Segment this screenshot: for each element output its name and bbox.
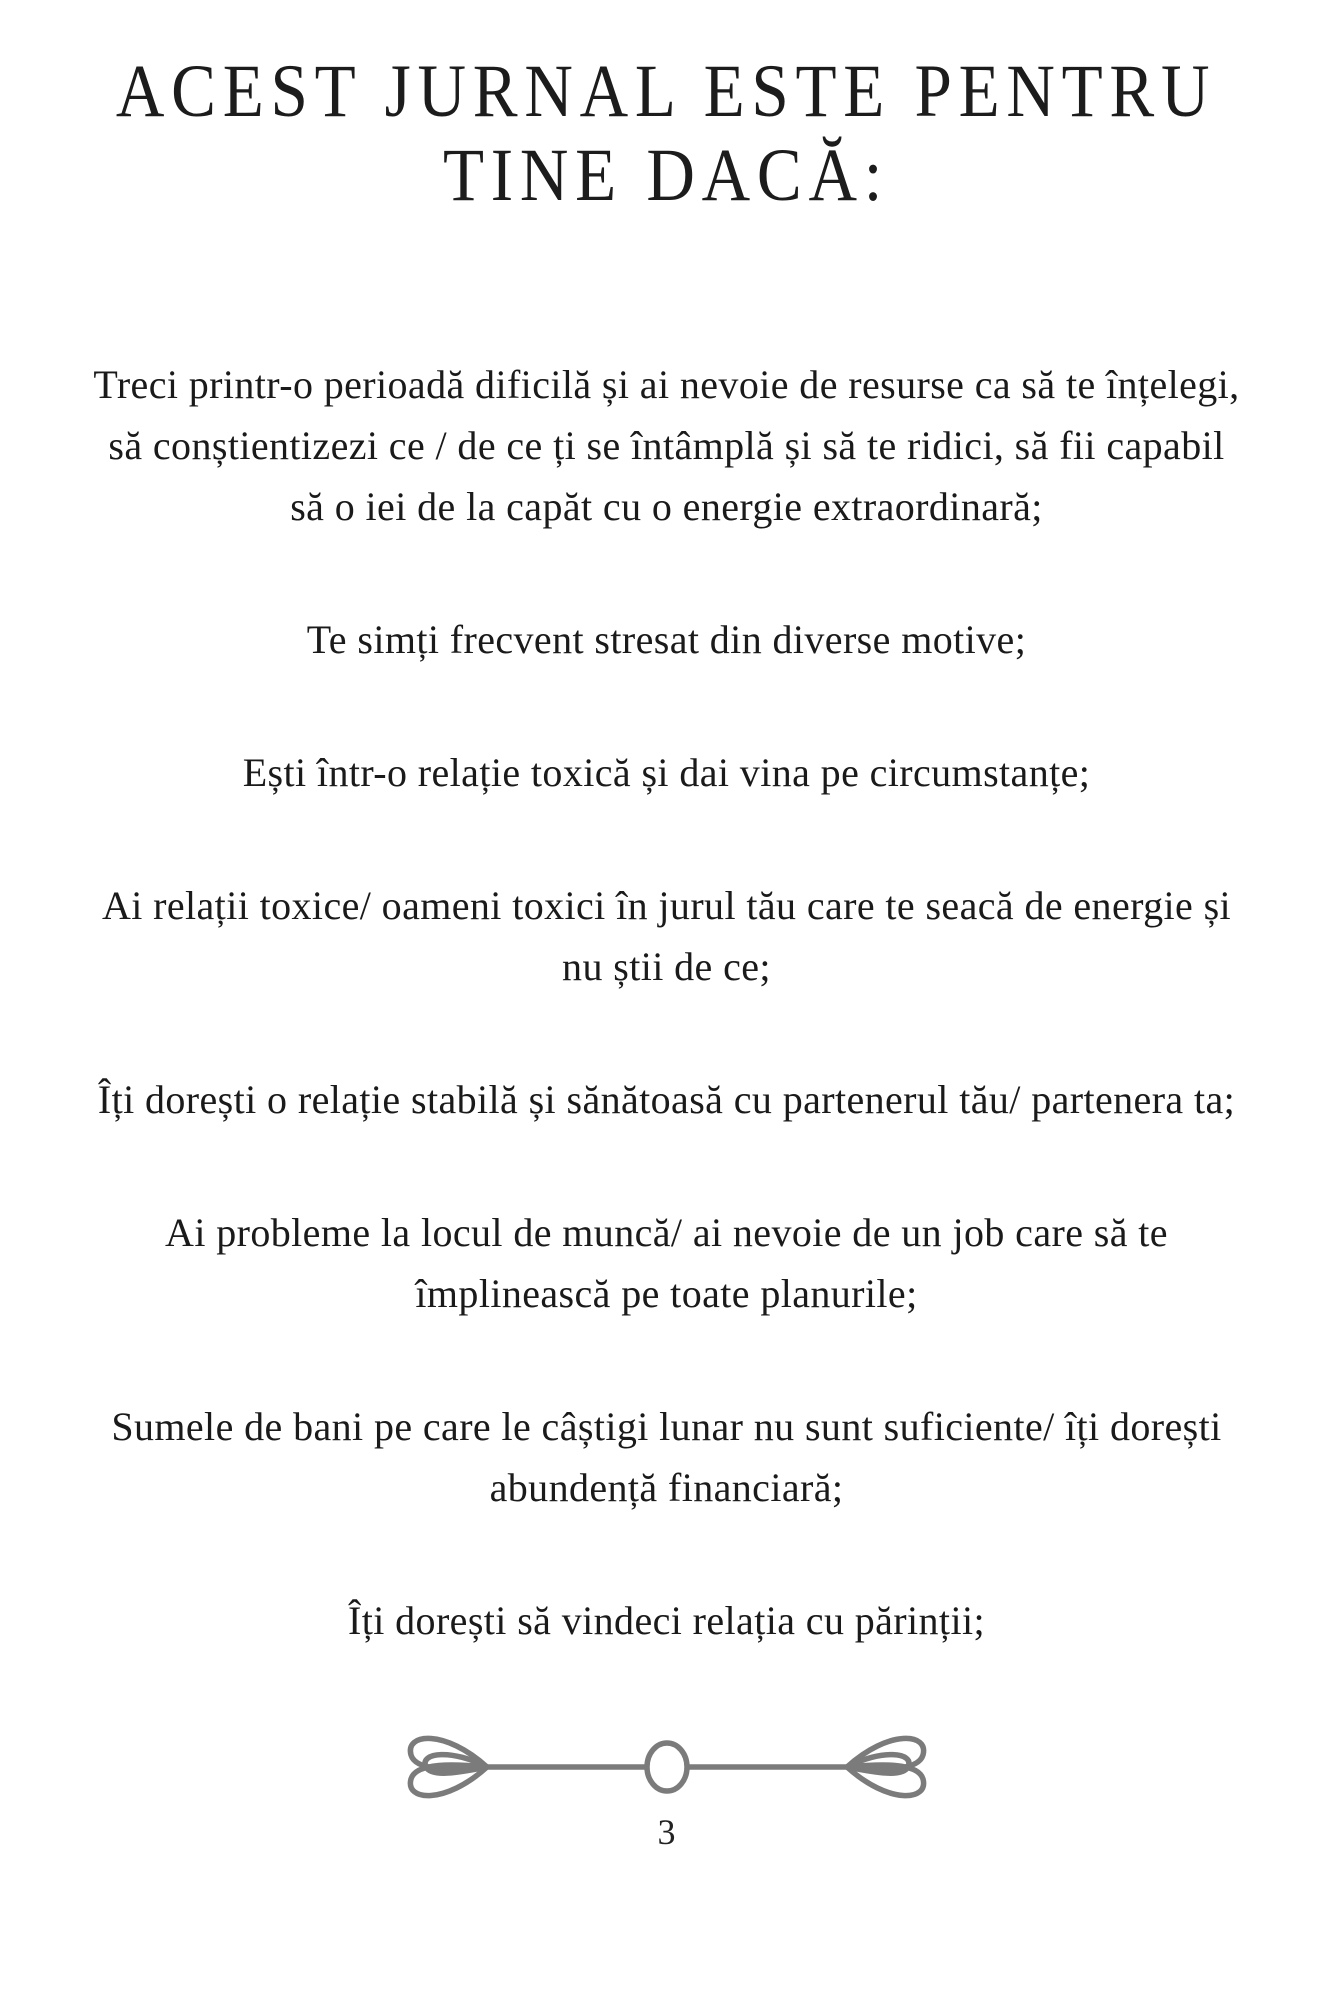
page-title: [116, 50, 1216, 218]
intro-paragraph-list: [87, 354, 1247, 1651]
paragraph: Treci printr-o perioadă dificilă și ai nevoie de resurse ca să te înțelegi, să conștientizezi ce / de ce ți se întâmplă și să te ridici, să fii capabil să o iei de la capăt cu o energie extraordinară;: [93, 362, 1240, 529]
paragraph: Îți dorești o relație stabilă și sănătoasă cu partenerul tău/ partenera ta;: [97, 1077, 1236, 1122]
title-line-1: ACEST JURNAL ESTE PENTRU: [116, 50, 1217, 134]
paragraph: Te simți frecvent stresat din diverse motive;: [306, 617, 1027, 662]
paragraph: Sumele de bani pe care le câștigi lunar nu sunt suficiente/ îți dorești abundență financiară;: [111, 1404, 1222, 1510]
paragraph: Îți dorești să vindeci relația cu părinții;: [348, 1598, 985, 1643]
title-line-2: TINE DACĂ:: [443, 134, 890, 218]
right-bow-icon: [847, 1738, 924, 1795]
left-bow-icon: [410, 1738, 487, 1795]
page-number: 3: [657, 1812, 676, 1852]
flourish-divider: [397, 1725, 937, 1809]
paragraph: Ai probleme la locul de muncă/ ai nevoie de un job care să te împlinească pe toate planurile;: [165, 1210, 1168, 1316]
paragraph: Ești într-o relație toxică și dai vina pe circumstanțe;: [242, 750, 1091, 795]
paragraph: Ai relații toxice/ oameni toxici în jurul tău care te seacă de energie și nu știi de ce;: [101, 883, 1232, 989]
center-oval-icon: [647, 1743, 687, 1791]
flourish-divider-icon: [397, 1725, 937, 1809]
